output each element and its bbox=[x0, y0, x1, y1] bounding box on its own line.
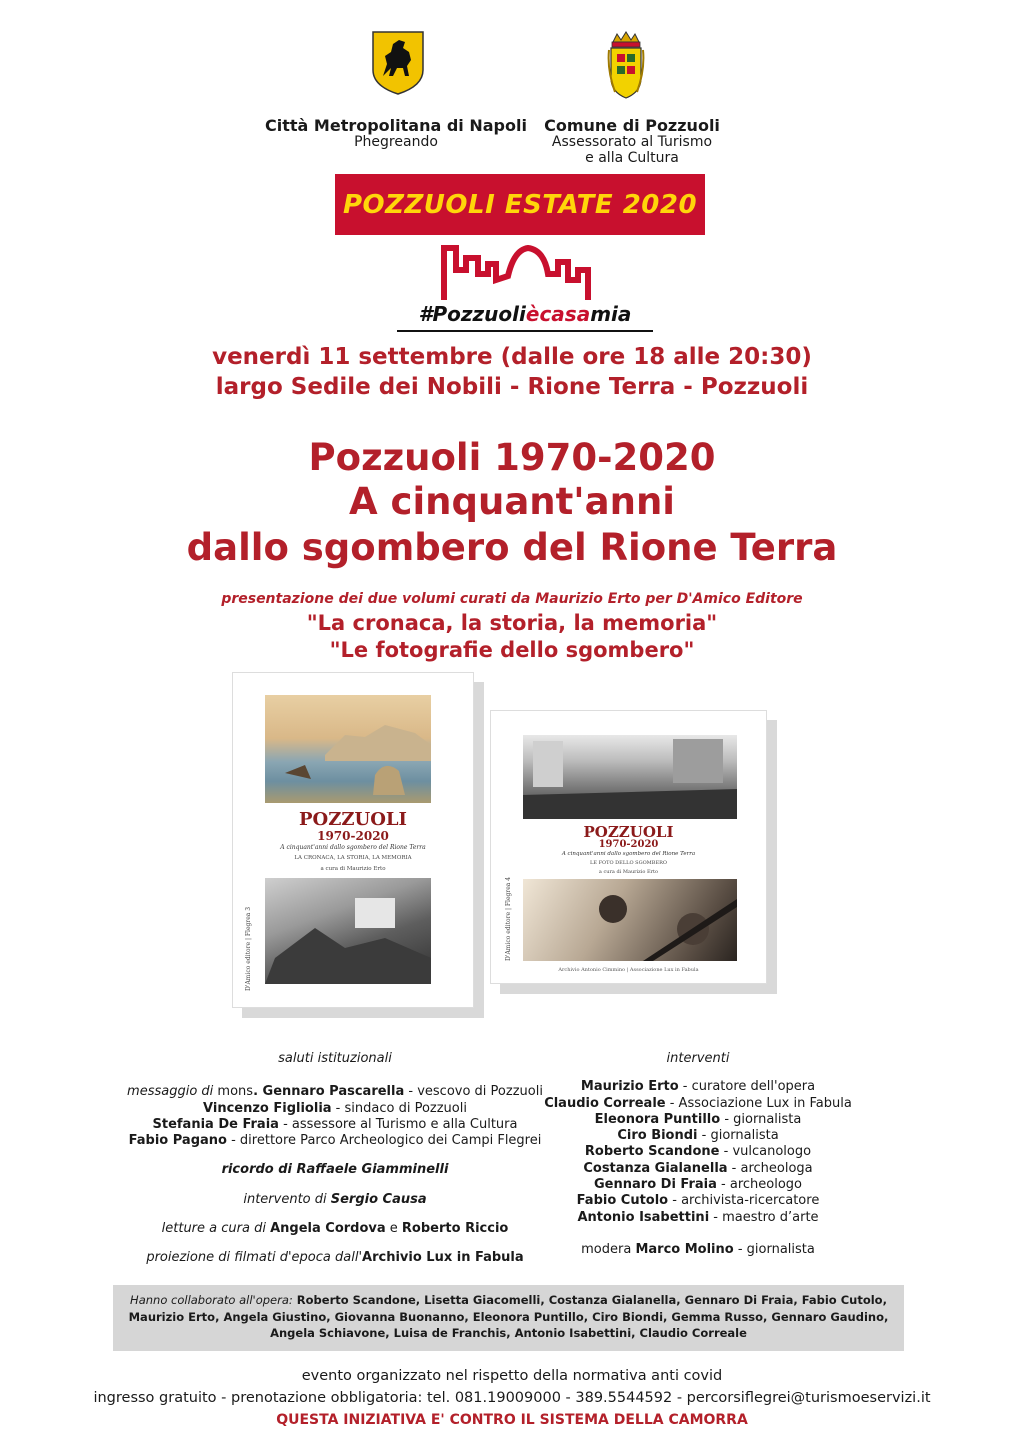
book1-title: POZZUOLI bbox=[299, 809, 407, 830]
left-column bbox=[115, 1051, 555, 1267]
metro-sub: Phegreando bbox=[354, 134, 438, 150]
book2-spine: D'Amico editore | Flegrea 4 bbox=[505, 876, 512, 961]
msg-prefix: messaggio di bbox=[127, 1084, 218, 1100]
speaker-row: Roberto Scandone - vulcanologo bbox=[584, 1144, 812, 1160]
speaker-row: Eleonora Puntillo - giornalista bbox=[594, 1111, 802, 1127]
ricordo: ricordo di Raffaele Giamminelli bbox=[221, 1162, 449, 1178]
camorra-statement: QUESTA INIZIATIVA E' CONTRO IL SISTEMA DELLA CAMORRA bbox=[276, 1412, 748, 1428]
metro-org bbox=[255, 118, 537, 150]
volume-2: "Le fotografie dello sgombero" bbox=[329, 638, 695, 662]
speaker-row: Gennaro Di Fraia - archeologo bbox=[594, 1177, 802, 1193]
pozzuoli-crest-icon bbox=[607, 30, 645, 102]
right-heading: interventi bbox=[666, 1051, 730, 1066]
event-place: largo Sedile dei Nobili - Rione Terra - Pozzuoli bbox=[215, 374, 809, 400]
book1-subtitle: A cinquant'anni dallo sgombero del Rione Terra bbox=[280, 844, 426, 851]
book1-curator: a cura di Maurizio Erto bbox=[320, 866, 386, 872]
comune-sub2: e alla Cultura bbox=[585, 150, 679, 166]
left-row-3: Stefania De Fraia - assessore al Turismo e alla Cultura bbox=[152, 1116, 518, 1132]
speaker-row: Costanza Gialanella - archeologa bbox=[583, 1160, 813, 1176]
book1-vol: LA CRONACA, LA STORIA, LA MEMORIA bbox=[294, 855, 412, 861]
hashtag-part1: #Pozzuoli bbox=[418, 302, 526, 326]
metro-name: Città Metropolitana di Napoli bbox=[265, 116, 527, 135]
book1-years: 1970-2020 bbox=[317, 829, 389, 843]
msg-mons: mons bbox=[217, 1084, 254, 1100]
comune-org bbox=[540, 118, 724, 166]
title-line1: Pozzuoli 1970-2020 bbox=[308, 436, 716, 479]
presentation-intro: presentazione dei due volumi curati da Maurizio Erto per D'Amico Editore bbox=[221, 591, 803, 607]
hashtag-part4: mia bbox=[590, 302, 632, 326]
book1-photo bbox=[265, 878, 431, 984]
hashtag-underline bbox=[397, 330, 653, 332]
hashtag bbox=[400, 302, 650, 326]
title-line3: dallo sgombero del Rione Terra bbox=[186, 526, 838, 569]
hashtag-part2: è bbox=[525, 302, 540, 326]
volume-1: "La cronaca, la storia, la memoria" bbox=[306, 611, 718, 635]
comune-sub1: Assessorato al Turismo bbox=[551, 134, 713, 150]
speaker-row: Fabio Cutolo - archivista-ricercatore bbox=[576, 1193, 820, 1209]
left-row-msg bbox=[115, 1084, 555, 1100]
left-heading: saluti istituzionali bbox=[278, 1051, 392, 1066]
book2-subtitle: A cinquant'anni dallo sgombero del Rione Terra bbox=[561, 851, 696, 857]
horse-crest-icon bbox=[371, 30, 425, 96]
collab-line1: Hanno collaborato all'opera: Roberto Scandone, Lisetta Giacomelli, Costanza Gialanella, Gennaro Di Fraia, Fabio Cutolo, bbox=[130, 1293, 887, 1307]
hashtag-part3: casa bbox=[539, 302, 591, 326]
title-line2: A cinquant'anni bbox=[349, 480, 675, 523]
right-column bbox=[520, 1051, 876, 1258]
book2-vol: LE FOTO DELLO SGOMBERO bbox=[590, 860, 667, 866]
intervento: intervento di Sergio Causa bbox=[243, 1191, 427, 1207]
book2-photo-top bbox=[523, 735, 737, 819]
collaborators-box bbox=[113, 1285, 904, 1351]
speaker-row: Maurizio Erto - curatore dell'opera bbox=[580, 1079, 816, 1095]
book2-credit: Archivio Antonio Cimmino | Associazione Lux in Fabula bbox=[558, 967, 699, 973]
banner-text: POZZUOLI ESTATE 2020 bbox=[342, 189, 698, 220]
book1-spine: D'Amico editore | Flegrea 3 bbox=[245, 906, 252, 991]
moderator: modera Marco Molino - giornalista bbox=[581, 1241, 815, 1257]
comune-name: Comune di Pozzuoli bbox=[544, 116, 720, 135]
letture: letture a cura di Angela Cordova e Roberto Riccio bbox=[161, 1221, 509, 1237]
proiezione: proiezione di filmati d'epoca dall'Archivio Lux in Fabula bbox=[146, 1250, 524, 1266]
event-date: venerdì 11 settembre (dalle ore 18 alle 20:30) bbox=[212, 344, 812, 370]
book-cover-2 bbox=[490, 710, 767, 984]
left-row-2: Vincenzo Figliolia - sindaco di Pozzuoli bbox=[203, 1100, 467, 1116]
skyline-logo-icon bbox=[436, 240, 596, 304]
book2-title: POZZUOLI bbox=[583, 823, 674, 841]
book2-curator: a cura di Maurizio Erto bbox=[598, 869, 659, 875]
estate-banner bbox=[335, 174, 705, 235]
collab-line2: Maurizio Erto, Angela Giustino, Giovanna Buonanno, Eleonora Puntillo, Ciro Biondi, Gemma Russo, Gennaro Gaudino, bbox=[128, 1309, 889, 1324]
speaker-row: Ciro Biondi - giornalista bbox=[617, 1128, 779, 1144]
left-row-4: Fabio Pagano - direttore Parco Archeologico dei Campi Flegrei bbox=[128, 1133, 542, 1149]
book2-years: 1970-2020 bbox=[598, 839, 659, 850]
booking-info: ingresso gratuito - prenotazione obbligatoria: tel. 081.19009000 - 389.5544592 - percorsiflegrei@turismoeservizi.it bbox=[93, 1390, 931, 1406]
covid-note: evento organizzato nel rispetto della normativa anti covid bbox=[301, 1368, 723, 1384]
msg-role: - vescovo di Pozzuoli bbox=[404, 1084, 543, 1100]
speaker-row: Antonio Isabettini - maestro d’arte bbox=[577, 1209, 819, 1225]
book1-painting bbox=[265, 695, 431, 803]
speaker-row: Claudio Correale - Associazione Lux in Fabula bbox=[544, 1095, 852, 1111]
collab-label: Hanno collaborato all'opera: bbox=[130, 1293, 293, 1307]
msg-name: . Gennaro Pascarella bbox=[253, 1084, 405, 1100]
book-cover-1 bbox=[232, 672, 474, 1008]
collab-line3: Angela Schiavone, Luisa de Franchis, Antonio Isabettini, Claudio Correale bbox=[270, 1326, 747, 1340]
book2-photo-bottom bbox=[523, 879, 737, 961]
